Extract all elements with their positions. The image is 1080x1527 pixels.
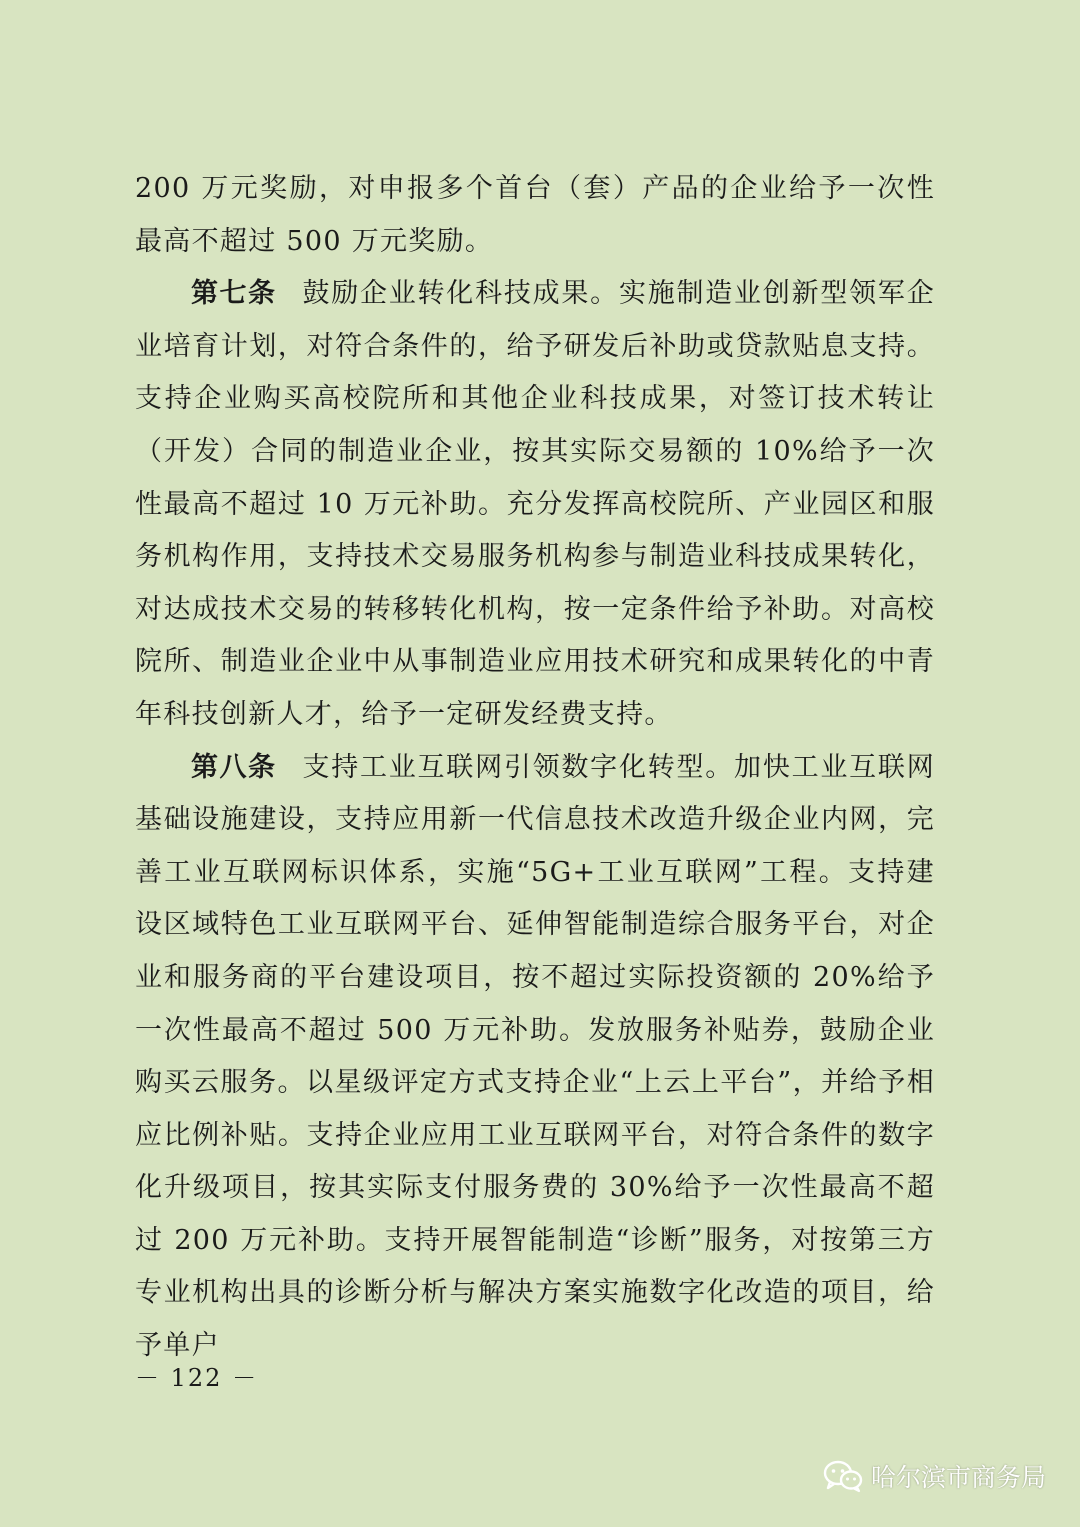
article-label: 第八条: [191, 751, 277, 783]
paragraph-text: 鼓励企业转化科技成果。实施制造业创新型领军企业培育计划，对符合条件的，给予研发后补助或贷款贴息支持。支持企业购买高校院所和其他企业科技成果，对签订技术转让（开发）合同的制造业企业，按其实际交易额的 10%给予一次性最高不超过 10 万元补助。充分发挥高校院所、产业园区和服务机构作用，支持技术交易服务机构参与制造业科技成果转化，对达成技术交易的转移转化机构，按一定条件给予补助。对高校院所、制造业企业中从事制造业应用技术研究和成果转化的中青年科技创新人才，给予一定研发经费支持。: [135, 278, 936, 730]
account-watermark: [823, 1458, 1046, 1494]
paragraph-article-7: [135, 268, 935, 741]
paragraph-text: 支持工业互联网引领数字化转型。加快工业互联网基础设施建设，支持应用新一代信息技术改造升级企业内网，完善工业互联网标识体系，实施“5G+工业互联网”工程。支持建设区域特色工业互联网平台、延伸智能制造综合服务平台，对企业和服务商的平台建设项目，按不超过实际投资额的 20%给予一次性最高不超过 500 万元补助。发放服务补贴券，鼓励企业购买云服务。以星级评定方式支持企业“上云上平台”，并给予相应比例补贴。支持企业应用工业互联网平台，对符合条件的数字化升级项目，按其实际支付服务费的 30%给予一次性最高不超过 200 万元补助。支持开展智能制造“诊断”服务，对按第三方专业机构出具的诊断分析与解决方案实施数字化改造的项目，给予单户: [135, 751, 936, 1362]
page-number: － 122 －: [135, 1364, 259, 1392]
paragraph-article-8: [135, 742, 935, 1373]
wechat-icon: [823, 1459, 863, 1493]
account-name: 哈尔滨市商务局: [870, 1463, 1046, 1492]
article-label: 第七条: [191, 278, 277, 310]
paragraph-text: 200 万元奖励，对申报多个首台（套）产品的企业给予一次性最高不超过 500 万元奖励。: [135, 173, 935, 257]
paragraph-continuation: [135, 163, 935, 268]
document-body: [135, 163, 935, 1373]
